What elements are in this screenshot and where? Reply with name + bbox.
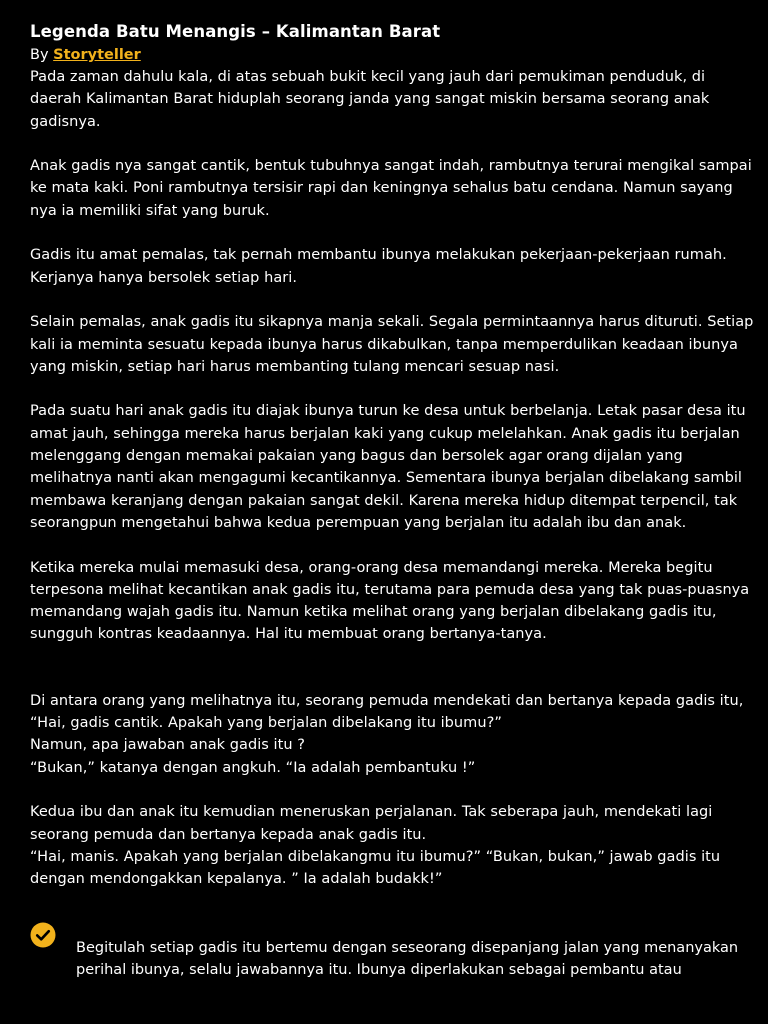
paragraph-line: “Hai, manis. Apakah yang berjalan dibelakangmu itu ibumu?” “Bukan, bukan,” jawab gadis itu — [30, 848, 721, 865]
paragraph-line: seorang pemuda dan bertanya kepada anak gadis itu. — [30, 826, 427, 843]
byline — [30, 44, 738, 66]
paragraph-line: gadisnya. — [30, 113, 101, 130]
byline-prefix: By — [30, 47, 49, 63]
paragraph — [30, 557, 750, 646]
paragraph-line: Begitulah setiap gadis itu bertemu dengan seseorang disepanjang jalan yang menanyakan — [76, 939, 739, 956]
paragraph — [30, 155, 752, 222]
paragraph-line: Gadis itu amat pemalas, tak pernah membantu ibunya melakukan pekerjaan-pekerjaan rumah. — [30, 247, 727, 264]
paragraph — [30, 801, 738, 890]
paragraph-line: Kerjanya hanya bersolek setiap hari. — [30, 269, 298, 286]
paragraph-line: Pada suatu hari anak gadis itu diajak ibunya turun ke desa untuk berbelanja. Letak pasar desa itu — [30, 403, 746, 420]
paragraph-line: Pada zaman dahulu kala, di atas sebuah bukit kecil yang jauh dari pemukiman penduduk, di — [30, 69, 706, 85]
paragraph-line: yang miskin, setiap hari harus membanting tulang mencari sesuap nasi. — [30, 358, 560, 375]
paragraph-line: kali ia meminta sesuatu kepada ibunya harus dikabulkan, tanpa memperdulikan keadaan ibunya — [30, 336, 738, 353]
author-link[interactable]: Storyteller — [53, 47, 141, 63]
story-body — [30, 66, 754, 890]
paragraph-line: melihatnya nanti akan mengagumi kecantikannya. Sementara ibunya berjalan dibelakang sambil — [30, 470, 742, 487]
paragraph-line: ke mata kaki. Poni rambutnya tersisir rapi dan keningnya sehalus batu cendana. Namun sayang — [30, 180, 733, 197]
paragraph-line: Di antara orang yang melihatnya itu, seorang pemuda mendekati dan bertanya kepada gadis itu, — [30, 692, 744, 709]
paragraph — [30, 244, 738, 289]
story-title: Legenda Batu Menangis – Kalimantan Barat — [30, 22, 441, 41]
paragraph-line: terpesona melihat kecantikan anak gadis itu, terutama para pemuda desa yang tak puas-puasnya — [30, 581, 750, 598]
paragraph-line: Kedua ibu dan anak itu kemudian meneruskan perjalanan. Tak seberapa jauh, mendekati lagi — [30, 804, 713, 821]
paragraph — [30, 66, 738, 133]
paragraph-line: amat jauh, sehingga mereka harus berjalan kaki yang cukup melelahkan. Anak gadis itu berjalan — [30, 425, 740, 442]
paragraph-line: sungguh kontras keadaannya. Hal itu membuat orang bertanya-tanya. — [30, 626, 547, 643]
paragraph-line: Ketika mereka mulai memasuki desa, orang-orang desa memandangi mereka. Mereka begitu — [30, 559, 713, 576]
paragraph-line: Selain pemalas, anak gadis itu sikapnya manja sekali. Segala permintaannya harus dituruti. Setiap — [30, 314, 754, 331]
paragraph-line: Anak gadis nya sangat cantik, bentuk tubuhnya sangat indah, rambutnya terurai mengikal sampai — [30, 158, 752, 175]
paragraph-line: nya ia memiliki sifat yang buruk. — [30, 202, 270, 219]
paragraph-line: daerah Kalimantan Barat hiduplah seorang janda yang sangat miskin bersama seorang anak — [30, 91, 710, 108]
paragraph-line: Namun, apa jawaban anak gadis itu ? — [30, 737, 305, 754]
paragraph — [30, 400, 746, 534]
paragraph-line: melenggang dengan memakai pakaian yang bagus dan bersolek agar orang dijalan yang — [30, 448, 683, 465]
paragraph-line: memandang wajah gadis itu. Namun ketika melihat orang yang berjalan dibelakang gadis itu, — [30, 604, 717, 621]
paragraph-line: membawa keranjang dengan pakaian sangat dekil. Karena mereka hidup ditempat terpencil, tak — [30, 492, 738, 509]
paragraph-line: “Bukan,” katanya dengan angkuh. “Ia adalah pembantuku !” — [30, 759, 476, 776]
check-circle-icon[interactable] — [30, 922, 56, 948]
paragraph-line: “Hai, gadis cantik. Apakah yang berjalan dibelakang itu ibumu?” — [30, 715, 502, 732]
paragraph-line: perihal ibunya, selalu jawabannya itu. Ibunya diperlakukan sebagai pembantu atau — [76, 961, 682, 978]
paragraph-line: dengan mendongakkan kepalanya. ” Ia adalah budakk!” — [30, 871, 443, 888]
paragraph-line: seorangpun mengetahui bahwa kedua perempuan yang berjalan itu adalah ibu dan anak. — [30, 514, 687, 531]
paragraph — [30, 690, 744, 779]
paragraph — [30, 311, 754, 378]
checked-paragraph-text — [76, 937, 738, 982]
